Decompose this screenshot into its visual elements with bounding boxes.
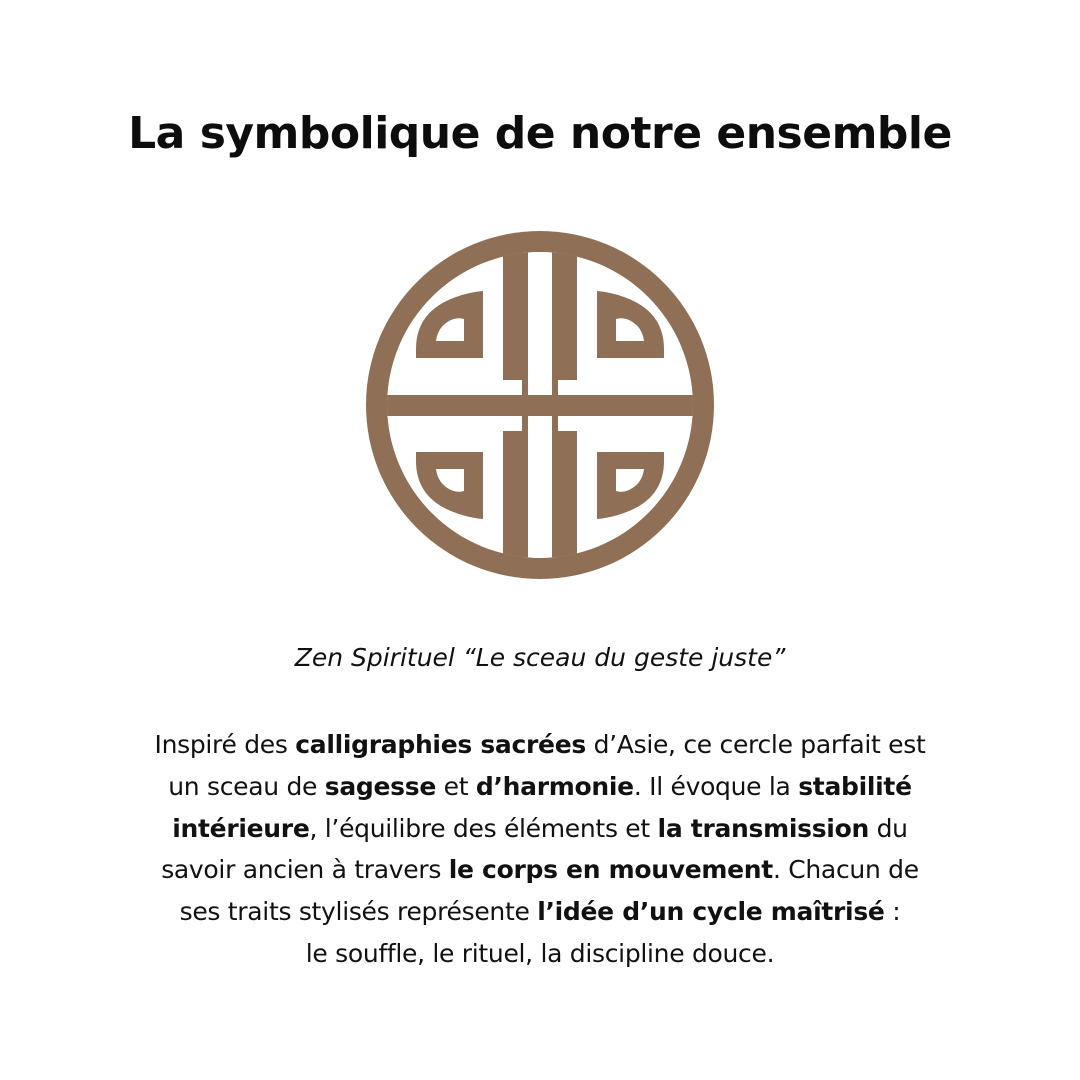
description-text: le souffle, le rituel, la discipline douce. bbox=[305, 938, 775, 968]
description-text: : bbox=[884, 897, 901, 927]
description-emphasis: sagesse bbox=[324, 771, 436, 801]
description-emphasis: le corps en mouvement bbox=[448, 855, 773, 885]
description-text: savoir ancien à travers bbox=[161, 855, 449, 885]
page-title: La symbolique de notre ensemble bbox=[128, 108, 952, 159]
seal-stem-bottom-right bbox=[558, 431, 577, 561]
description-text: ses traits stylisés représente bbox=[179, 897, 538, 927]
seal-stem-top-left bbox=[503, 251, 522, 380]
seal-stem-top-right bbox=[558, 251, 577, 380]
description-text: Inspiré des bbox=[154, 730, 296, 759]
description-line bbox=[100, 849, 980, 891]
description-text: . Il évoque la bbox=[633, 771, 799, 801]
description-emphasis: l’idée d’un cycle maîtrisé bbox=[537, 897, 885, 927]
description-text: , l’équilibre des éléments et bbox=[309, 813, 658, 843]
description-text: et bbox=[435, 771, 476, 801]
description-text: un sceau de bbox=[168, 771, 325, 801]
description-text: d’Asie, ce cercle parfait est bbox=[585, 730, 926, 759]
description-line bbox=[100, 724, 980, 766]
description-emphasis: stabilité bbox=[798, 771, 912, 801]
description-line bbox=[100, 933, 980, 975]
description-emphasis: la transmission bbox=[657, 813, 869, 843]
description-line bbox=[100, 808, 980, 850]
description-text: du bbox=[868, 813, 908, 843]
description-text: . Chacun de bbox=[772, 855, 919, 885]
seal-spine-top bbox=[522, 251, 528, 395]
seal-spine-bottom bbox=[522, 416, 528, 561]
zen-seal-icon bbox=[366, 231, 714, 579]
description bbox=[100, 724, 980, 975]
description-emphasis: d’harmonie bbox=[475, 771, 634, 801]
seal-stem-bottom-left bbox=[503, 431, 522, 561]
description-emphasis: calligraphies sacrées bbox=[295, 730, 586, 759]
description-line bbox=[100, 891, 980, 933]
description-emphasis: intérieure bbox=[172, 813, 310, 843]
subtitle: Zen Spirituel “Le sceau du geste juste” bbox=[294, 643, 786, 672]
description-line bbox=[100, 766, 980, 808]
seal-horizontal-bar bbox=[366, 395, 714, 416]
